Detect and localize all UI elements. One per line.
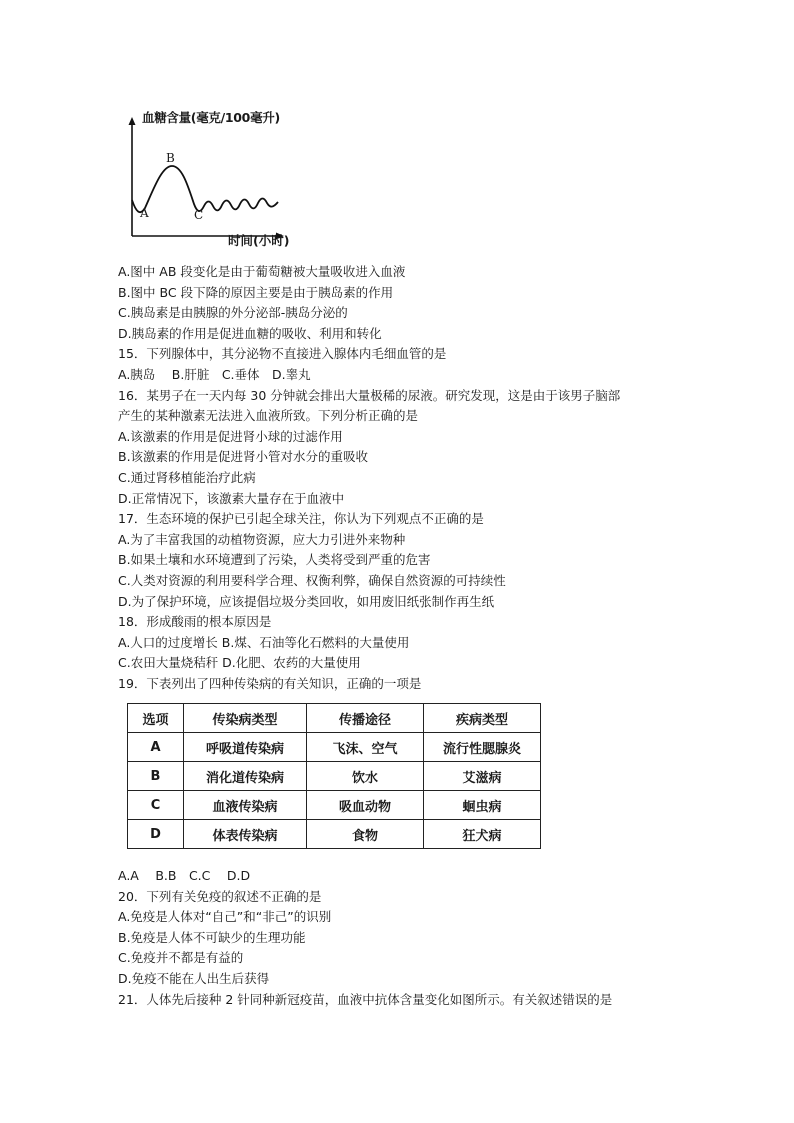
q20-option-b: B.免疫是人体不可缺少的生理功能 — [118, 929, 306, 945]
table-cell: 蛔虫病 — [424, 791, 541, 820]
q14-option-b: B.图中 BC 段下降的原因主要是由于胰岛素的作用 — [118, 284, 394, 300]
table-cell: 艾滋病 — [424, 762, 541, 791]
q20-option-c: C.免疫并不都是有益的 — [118, 950, 244, 966]
q16-stem-line2: 产生的某种激素无法进入血液所致。下列分析正确的是 — [118, 408, 419, 424]
q19-options: A.A B.B C.C D.D — [118, 868, 251, 883]
blood-sugar-figure — [118, 108, 298, 250]
table-cell: 饮水 — [307, 762, 424, 791]
table-cell: 消化道传染病 — [184, 762, 307, 791]
table-cell: A — [128, 733, 184, 762]
y-axis-label: 血糖含量(毫克/100毫升) — [142, 110, 280, 125]
q17-option-c: C.人类对资源的利用要科学合理、权衡利弊，确保自然资源的可持续性 — [118, 572, 506, 588]
table-cell: B — [128, 762, 184, 791]
table-cell: 食物 — [307, 820, 424, 849]
table-header-row — [128, 704, 541, 733]
q14-option-c: C.胰岛素是由胰腺的外分泌部-胰岛分泌的 — [118, 305, 348, 321]
question-text-block — [118, 262, 698, 694]
q17-option-b: B.如果土壤和水环境遭到了污染，人类将受到严重的危害 — [118, 552, 431, 568]
q17-option-a: A.为了丰富我国的动植物资源，应大力引进外来物种 — [118, 531, 406, 547]
q18-stem: 18．形成酸雨的根本原因是 — [118, 614, 272, 630]
q21-stem: 21．人体先后接种 2 针同种新冠疫苗，血液中抗体含量变化如图所示。有关叙述错误的是 — [118, 991, 613, 1007]
q19-stem: 19．下表列出了四种传染病的有关知识，正确的一项是 — [118, 675, 422, 691]
table-row — [128, 733, 541, 762]
point-b-label: B — [166, 151, 175, 165]
table-cell: 流行性腮腺炎 — [424, 733, 541, 762]
q18-options-line2: C.农田大量烧秸秆 D.化肥、农药的大量使用 — [118, 655, 361, 671]
q15-options: A.胰岛 B.肝脏 C.垂体 D.睾丸 — [118, 366, 311, 382]
q16-option-b: B.该激素的作用是促进肾小管对水分的重吸收 — [118, 449, 369, 465]
table-cell: C — [128, 791, 184, 820]
q19-table — [127, 703, 541, 849]
q16-option-a: A.该激素的作用是促进肾小球的过滤作用 — [118, 428, 343, 444]
q16-option-c: C.通过肾移植能治疗此病 — [118, 469, 256, 485]
table-header-cell: 疾病类型 — [424, 704, 541, 733]
q14-option-a: A.图中 AB 段变化是由于葡萄糖被大量吸收进入血液 — [118, 264, 406, 279]
blood-sugar-curve — [118, 108, 298, 250]
q20-stem: 20．下列有关免疫的叙述不正确的是 — [118, 888, 322, 904]
q18-options-line1: A.人口的过度增长 B.煤、石油等化石燃料的大量使用 — [118, 634, 410, 650]
table-header-cell: 选项 — [128, 704, 184, 733]
table-cell: D — [128, 820, 184, 849]
table-row — [128, 791, 541, 820]
q15-stem: 15．下列腺体中，其分泌物不直接进入腺体内毛细血管的是 — [118, 346, 447, 362]
table-row — [128, 762, 541, 791]
table-row — [128, 820, 541, 849]
x-axis-label: 时间(小时) — [228, 233, 290, 248]
point-c-label: C — [194, 208, 204, 222]
point-a-label: A — [140, 206, 149, 220]
table-cell: 体表传染病 — [184, 820, 307, 849]
table-cell: 吸血动物 — [307, 791, 424, 820]
q17-option-d: D.为了保护环境，应该提倡垃圾分类回收，如用废旧纸张制作再生纸 — [118, 593, 495, 609]
table-header-cell: 传染病类型 — [184, 704, 307, 733]
q20-option-a: A.免疫是人体对“自己”和“非己”的识别 — [118, 909, 332, 925]
table-cell: 呼吸道传染病 — [184, 733, 307, 762]
q16-stem-line1: 16．某男子在一天内每 30 分钟就会排出大量极稀的尿液。研究发现，这是由于该男子脑部 — [118, 387, 621, 403]
q14-option-d: D.胰岛素的作用是促进血糖的吸收、利用和转化 — [118, 325, 382, 341]
q16-option-d: D.正常情况下，该激素大量存在于血液中 — [118, 490, 345, 506]
table-cell: 狂犬病 — [424, 820, 541, 849]
table-cell: 飞沫、空气 — [307, 733, 424, 762]
q20-option-d: D.免疫不能在人出生后获得 — [118, 970, 270, 986]
table-header-cell: 传播途径 — [307, 704, 424, 733]
question-text-block-2 — [118, 866, 698, 1010]
table-cell: 血液传染病 — [184, 791, 307, 820]
q17-stem: 17．生态环境的保护已引起全球关注，你认为下列观点不正确的是 — [118, 511, 484, 527]
